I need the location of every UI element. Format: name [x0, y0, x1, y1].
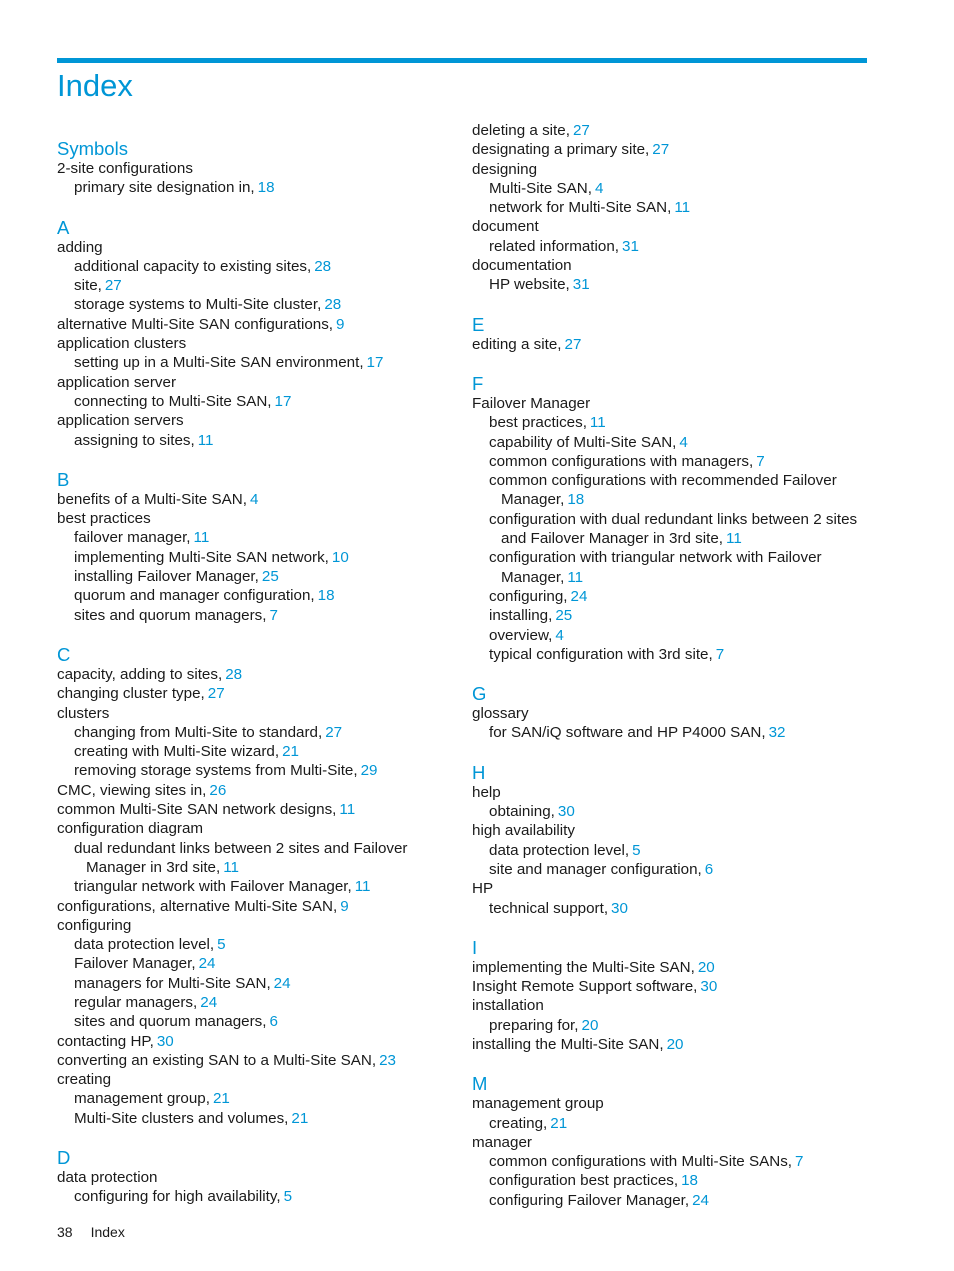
entry-text: application server	[57, 373, 177, 391]
entry-text: HP website,	[489, 276, 570, 294]
index-subentry	[472, 860, 872, 879]
entry-text: glossary	[472, 705, 529, 723]
page-reference-link[interactable]: 24	[692, 1191, 709, 1209]
index-section	[472, 927, 872, 1054]
page-reference-link[interactable]: 17	[274, 392, 292, 410]
section-letter-heading: Symbols	[57, 138, 128, 159]
page-reference-link[interactable]: 20	[666, 1035, 684, 1053]
page-reference-link[interactable]: 18	[317, 587, 335, 605]
page-reference-link[interactable]: 28	[324, 296, 342, 314]
section-letter-heading: A	[57, 216, 70, 238]
page-reference-link[interactable]: 6	[269, 1013, 278, 1031]
page-reference-link[interactable]: 9	[336, 315, 345, 333]
section-letter-heading: H	[472, 761, 486, 783]
index-entry	[57, 897, 442, 916]
index-subentry	[57, 742, 442, 761]
index-subentry	[57, 257, 442, 276]
entry-text: removing storage systems from Multi-Site,	[74, 762, 358, 780]
entry-text: creating,	[489, 1114, 548, 1132]
page-reference-link[interactable]: 11	[193, 529, 210, 547]
index-subentry	[57, 935, 442, 954]
index-entry	[57, 800, 442, 819]
header-rule	[57, 58, 867, 63]
entry-text: capacity, adding to sites,	[57, 665, 223, 683]
page-reference-link[interactable]: 20	[697, 958, 715, 976]
section-letter-heading: D	[57, 1147, 71, 1169]
section-letter-heading: F	[472, 372, 484, 394]
page-footer	[57, 1222, 125, 1242]
index-subentry	[472, 1152, 872, 1171]
page-reference-link[interactable]: 21	[282, 743, 300, 761]
entry-text: data protection level,	[489, 841, 630, 859]
entry-text: help	[472, 783, 501, 801]
index-subentry	[472, 841, 872, 860]
index-subentry	[472, 626, 872, 645]
entry-text: implementing Multi-Site SAN network,	[74, 548, 329, 566]
index-entry	[57, 704, 442, 723]
section-letter-heading: I	[472, 936, 478, 958]
page-reference-link[interactable]: 4	[594, 179, 604, 197]
index-subentry	[472, 723, 872, 742]
index-section	[57, 1137, 442, 1207]
index-entry	[57, 238, 442, 257]
index-entry	[57, 684, 442, 703]
entry-text: designating a primary site,	[472, 141, 650, 159]
index-entry	[57, 1051, 442, 1070]
entry-text: manager	[472, 1133, 532, 1151]
entry-text: implementing the Multi-Site SAN,	[472, 958, 695, 976]
index-entry	[57, 1070, 442, 1089]
index-entry	[472, 256, 872, 275]
index-entry	[57, 334, 442, 353]
index-subentry	[472, 510, 872, 549]
page-reference-link[interactable]: 5	[217, 936, 226, 954]
entry-text: typical configuration with 3rd site,	[489, 645, 713, 663]
entry-text: CMC, viewing sites in,	[57, 781, 207, 799]
entry-text: converting an existing SAN to a Multi-Site SAN,	[57, 1051, 377, 1069]
index-entry	[472, 783, 872, 802]
index-subentry	[472, 275, 872, 294]
index-entry	[57, 373, 442, 392]
index-entry	[472, 821, 872, 840]
entry-text: for SAN/iQ software and HP P4000 SAN,	[489, 724, 766, 742]
entry-text: assigning to sites,	[74, 431, 195, 449]
footer-section-name: Index	[90, 1224, 125, 1240]
entry-text: common Multi-Site SAN network designs,	[57, 801, 337, 819]
entry-text: best practices	[57, 510, 151, 528]
page-reference-link[interactable]: 4	[679, 433, 688, 451]
index-subentry	[57, 276, 442, 295]
section-letter-heading: G	[472, 683, 487, 705]
index-section	[57, 207, 442, 450]
entry-text: Insight Remote Support software,	[472, 978, 698, 996]
index-subentry	[57, 993, 442, 1012]
entry-text: deleting a site,	[472, 122, 570, 139]
page-reference-link[interactable]: 27	[104, 277, 122, 295]
entry-text: configuring	[57, 916, 132, 934]
index-section	[472, 673, 872, 743]
page-reference-link[interactable]: 24	[200, 993, 218, 1011]
page-reference-link[interactable]: 31	[622, 237, 639, 255]
page-reference-link[interactable]: 11	[567, 568, 584, 586]
entry-text: related information,	[489, 237, 620, 255]
page-reference-link[interactable]: 24	[198, 955, 216, 973]
index-entry	[57, 819, 442, 838]
index-section	[472, 121, 872, 295]
index-section	[57, 634, 442, 1128]
index-subentry	[57, 606, 442, 625]
entry-text: documentation	[472, 257, 572, 275]
entry-text: application clusters	[57, 335, 187, 353]
entry-text: Failover Manager	[472, 394, 591, 412]
index-entry	[57, 411, 442, 430]
index-subentry	[57, 1109, 442, 1128]
page-reference-link[interactable]: 18	[257, 179, 275, 197]
entry-text: configuration with dual redundant links between 2 sites and Failover Manager in 3rd site,	[489, 510, 858, 548]
entry-text: installing the Multi-Site SAN,	[472, 1035, 664, 1053]
page-reference-link[interactable]: 11	[674, 199, 691, 217]
index-subentry	[472, 237, 872, 256]
index-section	[472, 752, 872, 918]
entry-text: setting up in a Multi-Site SAN environment,	[74, 354, 364, 372]
entry-text: Multi-Site SAN,	[489, 179, 592, 197]
entry-text: storage systems to Multi-Site cluster,	[74, 296, 322, 314]
index-subentry	[57, 1012, 442, 1031]
index-column-right	[472, 121, 872, 1219]
page-reference-link[interactable]: 32	[768, 724, 786, 742]
index-section	[472, 304, 872, 354]
index-entry	[57, 1032, 442, 1051]
index-subentry	[57, 567, 442, 586]
page-reference-link[interactable]: 28	[225, 665, 243, 683]
index-subentry	[57, 877, 442, 896]
page-reference-link[interactable]: 11	[726, 530, 742, 548]
index-subentry	[472, 198, 872, 217]
entry-text: common configurations with recommended Failover Manager,	[489, 472, 837, 509]
index-subentry	[57, 548, 442, 567]
index-subentry	[472, 1016, 872, 1035]
entry-text: installing Failover Manager,	[74, 568, 259, 586]
page-reference-link[interactable]: 11	[589, 414, 606, 432]
entry-text: sites and quorum managers,	[74, 1013, 267, 1031]
entry-text: additional capacity to existing sites,	[74, 257, 312, 275]
index-subentry	[57, 528, 442, 547]
page-reference-link[interactable]: 23	[379, 1051, 396, 1069]
entry-text: network for Multi-Site SAN,	[489, 199, 672, 217]
page-reference-link[interactable]: 4	[249, 490, 259, 508]
entry-text: changing cluster type,	[57, 685, 205, 703]
entry-text: overview,	[489, 626, 553, 644]
index-entry	[472, 1035, 872, 1054]
index-entry	[472, 217, 872, 236]
index-subentry	[57, 761, 442, 780]
page-reference-link[interactable]: 18	[681, 1172, 699, 1190]
entry-text: management group	[472, 1095, 604, 1113]
page-reference-link[interactable]: 21	[212, 1090, 230, 1108]
page-reference-link[interactable]: 30	[557, 803, 575, 821]
index-section	[57, 459, 442, 625]
entry-text: creating with Multi-Site wizard,	[74, 743, 280, 761]
page-reference-link[interactable]: 30	[700, 978, 718, 996]
index-entry	[57, 315, 442, 334]
page-reference-link[interactable]: 10	[331, 548, 349, 566]
page-reference-link[interactable]: 27	[564, 335, 582, 353]
entry-text: adding	[57, 238, 103, 256]
page-reference-link[interactable]: 30	[611, 899, 628, 917]
index-subentry	[472, 1114, 872, 1133]
entry-text: installation	[472, 997, 544, 1015]
entry-text: 2-site configurations	[57, 160, 193, 177]
index-subentry	[472, 548, 872, 587]
entry-text: HP	[472, 880, 494, 898]
page-reference-link[interactable]: 17	[366, 354, 384, 372]
page-reference-link[interactable]: 9	[340, 897, 349, 915]
index-subentry	[57, 431, 442, 450]
entry-text: obtaining,	[489, 803, 555, 821]
page-reference-link[interactable]: 28	[314, 257, 332, 275]
page-reference-link[interactable]: 27	[652, 141, 670, 159]
footer-page-number: 38	[57, 1224, 73, 1240]
page-reference-link[interactable]: 11	[223, 858, 239, 876]
index-entry	[472, 958, 872, 977]
entry-text: Multi-Site clusters and volumes,	[74, 1109, 289, 1127]
page-reference-link[interactable]: 6	[704, 860, 714, 878]
section-letter-heading: M	[472, 1073, 488, 1095]
page-reference-link[interactable]: 21	[550, 1114, 568, 1132]
entry-text: changing from Multi-Site to standard,	[74, 723, 323, 741]
index-entry	[57, 781, 442, 800]
entry-text: designing	[472, 160, 538, 178]
index-entry	[57, 1168, 442, 1187]
index-column-left	[57, 121, 442, 1216]
index-subentry	[472, 899, 872, 918]
index-entry	[472, 394, 872, 413]
entry-text: configuration with triangular network with Failover Manager,	[489, 549, 822, 586]
index-subentry	[57, 1089, 442, 1108]
index-subentry	[472, 433, 872, 452]
page-reference-link[interactable]: 20	[581, 1016, 599, 1034]
entry-text: high availability	[472, 822, 575, 840]
entry-text: common configurations with Multi-Site SANs,	[489, 1153, 793, 1171]
index-entry	[472, 879, 872, 898]
index-section	[472, 363, 872, 664]
index-entry	[472, 704, 872, 723]
page-reference-link[interactable]: 11	[354, 878, 371, 896]
index-section	[57, 121, 442, 198]
page-reference-link[interactable]: 29	[360, 762, 378, 780]
entry-text: Failover Manager,	[74, 955, 196, 973]
index-subentry	[472, 413, 872, 432]
page-reference-link[interactable]: 7	[269, 606, 278, 624]
entry-text: configuration diagram	[57, 820, 204, 838]
index-subentry	[472, 471, 872, 510]
page-reference-link[interactable]: 18	[567, 491, 585, 509]
index-subentry	[57, 839, 442, 878]
entry-text: data protection level,	[74, 936, 215, 954]
index-entry	[57, 916, 442, 935]
entry-text: data protection	[57, 1169, 158, 1187]
index-subentry	[472, 606, 872, 625]
entry-text: regular managers,	[74, 993, 198, 1011]
page-reference-link[interactable]: 27	[325, 723, 343, 741]
page-reference-link[interactable]: 25	[261, 568, 279, 586]
index-entry	[472, 996, 872, 1015]
section-letter-heading: B	[57, 468, 70, 490]
index-subentry	[472, 645, 872, 664]
index-entry	[57, 159, 442, 178]
index-entry	[57, 665, 442, 684]
entry-text: site,	[74, 277, 102, 295]
index-subentry	[57, 586, 442, 605]
entry-text: configuring Failover Manager,	[489, 1191, 690, 1209]
entry-text: common configurations with managers,	[489, 452, 754, 470]
entry-text: application servers	[57, 412, 184, 430]
entry-text: clusters	[57, 704, 110, 722]
page-reference-link[interactable]: 11	[197, 431, 214, 449]
section-letter-heading: C	[57, 643, 71, 665]
page-reference-link[interactable]: 25	[555, 607, 573, 625]
entry-text: creating	[57, 1071, 112, 1089]
entry-text: management group,	[74, 1090, 210, 1108]
index-entry	[472, 977, 872, 996]
entry-text: site and manager configuration,	[489, 860, 702, 878]
page-reference-link[interactable]: 4	[555, 626, 564, 644]
entry-text: connecting to Multi-Site SAN,	[74, 392, 272, 410]
entry-text: benefits of a Multi-Site SAN,	[57, 490, 247, 508]
page-reference-link[interactable]: 30	[156, 1032, 174, 1050]
index-subentry	[472, 452, 872, 471]
page-reference-link[interactable]: 7	[756, 452, 765, 470]
index-subentry	[57, 353, 442, 372]
index-section	[472, 1063, 872, 1210]
page-reference-link[interactable]: 31	[572, 276, 590, 294]
page-reference-link[interactable]: 26	[209, 781, 227, 799]
entry-text: quorum and manager configuration,	[74, 587, 315, 605]
index-subentry	[57, 178, 442, 197]
index-entry	[472, 335, 872, 354]
index-subentry	[57, 723, 442, 742]
page-reference-link[interactable]: 5	[283, 1188, 293, 1206]
index-subentry	[472, 802, 872, 821]
index-subentry	[472, 1171, 872, 1190]
page-reference-link[interactable]: 7	[795, 1153, 804, 1171]
page-reference-link[interactable]: 21	[291, 1109, 309, 1127]
page-reference-link[interactable]: 24	[570, 587, 588, 605]
entry-text: configuration best practices,	[489, 1172, 679, 1190]
entry-text: triangular network with Failover Manager,	[74, 878, 352, 896]
index-subentry	[57, 392, 442, 411]
index-entry	[57, 509, 442, 528]
page-reference-link[interactable]: 27	[572, 122, 590, 139]
index-subentry	[57, 974, 442, 993]
entry-text: preparing for,	[489, 1016, 579, 1034]
entry-text: failover manager,	[74, 529, 191, 547]
index-subentry	[57, 954, 442, 973]
index-subentry	[472, 587, 872, 606]
entry-text: document	[472, 218, 539, 236]
entry-text: configuring,	[489, 587, 568, 605]
entry-text: contacting HP,	[57, 1032, 154, 1050]
index-entry	[472, 121, 872, 140]
page-title: Index	[57, 68, 133, 103]
section-letter-heading: E	[472, 313, 485, 335]
index-subentry	[57, 295, 442, 314]
entry-text: managers for Multi-Site SAN,	[74, 974, 271, 992]
entry-text: alternative Multi-Site SAN configurations,	[57, 315, 334, 333]
index-entry	[472, 160, 872, 179]
entry-text: configurations, alternative Multi-Site SAN,	[57, 897, 338, 915]
index-entry	[472, 140, 872, 159]
entry-text: best practices,	[489, 414, 587, 432]
entry-text: capability of Multi-Site SAN,	[489, 433, 677, 451]
index-entry	[472, 1133, 872, 1152]
index-subentry	[472, 1191, 872, 1210]
index-subentry	[472, 179, 872, 198]
entry-text: configuring for high availability,	[74, 1188, 281, 1206]
page-reference-link[interactable]: 24	[273, 974, 291, 992]
index-entry	[472, 1094, 872, 1113]
entry-text: editing a site,	[472, 335, 562, 353]
index-entry	[57, 490, 442, 509]
page-reference-link[interactable]: 5	[632, 841, 641, 859]
index-subentry	[57, 1187, 442, 1206]
entry-text: primary site designation in,	[74, 179, 255, 197]
entry-text: installing,	[489, 607, 553, 625]
page-reference-link[interactable]: 7	[715, 645, 725, 663]
entry-text: dual redundant links between 2 sites and Failover Manager in 3rd site,	[74, 839, 408, 876]
entry-text: technical support,	[489, 899, 609, 917]
entry-text: sites and quorum managers,	[74, 606, 267, 624]
page-reference-link[interactable]: 27	[207, 685, 225, 703]
page-reference-link[interactable]: 11	[339, 801, 356, 819]
